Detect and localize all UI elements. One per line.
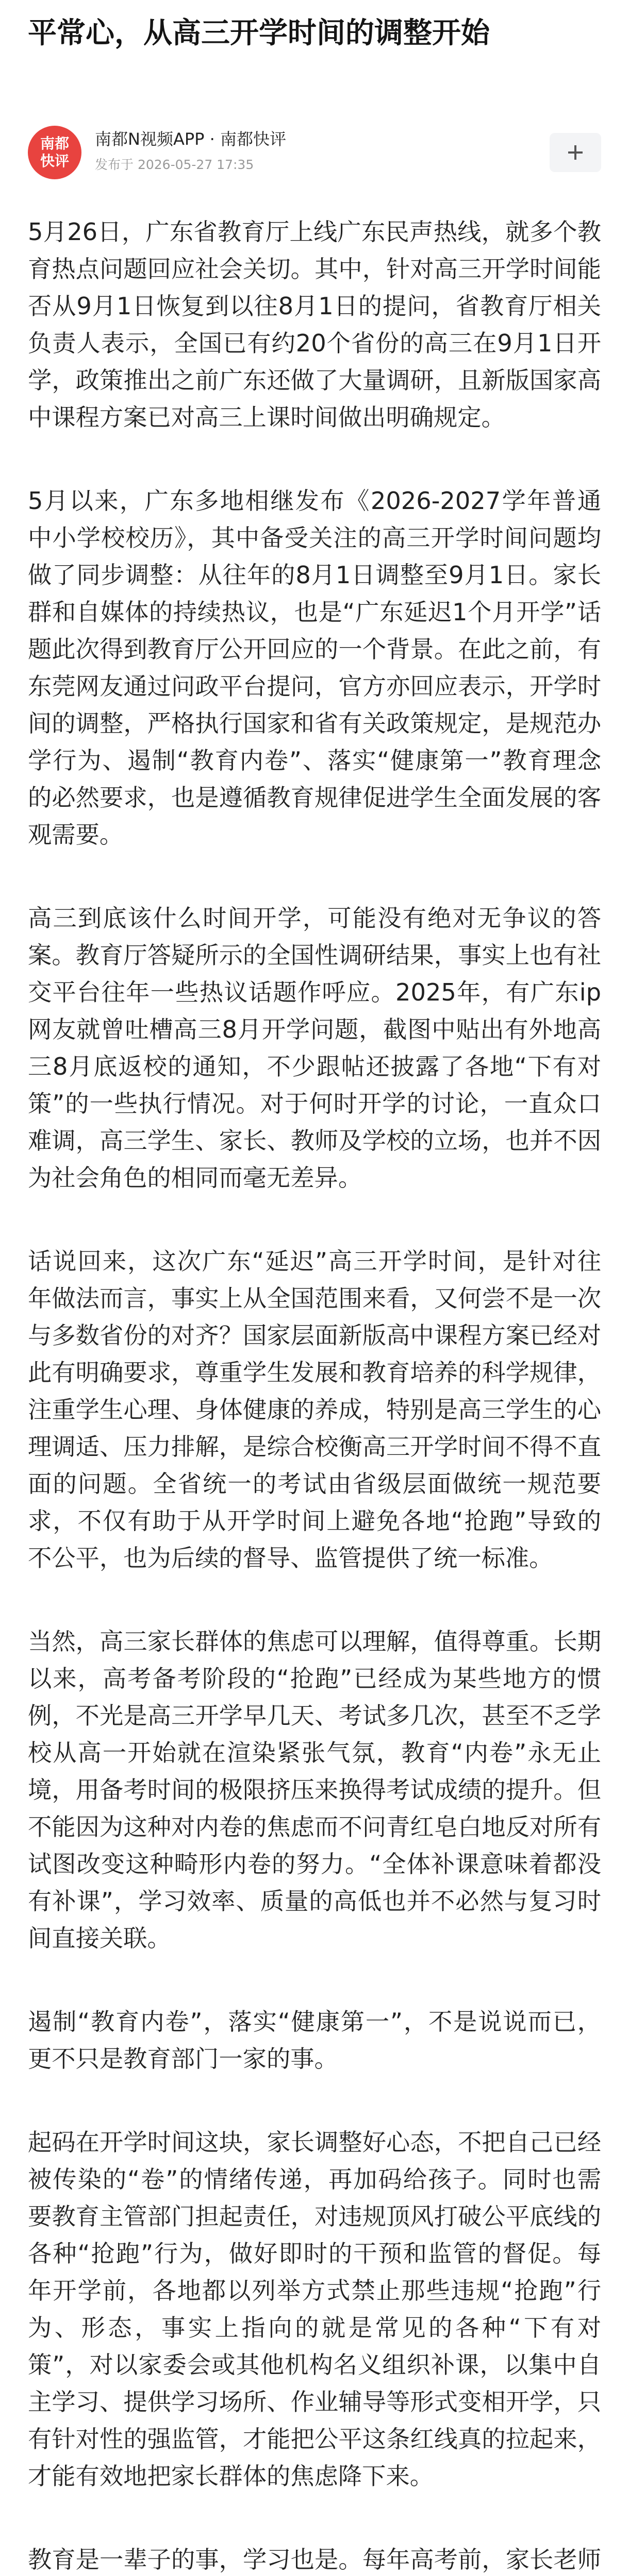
paragraph: 5月以来，广东多地相继发布《2026-2027学年普通中小学校校历》，其中备受关注的高三开学时间问题均做了同步调整：从往年的8月1日调整至9月1日。家长群和自媒体的持续热议，也是“广东延迟1个月开学”话题此次得到教育厅公开回应的一个背景。在此之前，有东莞网友通过问政平台提问，官方亦回应表示，开学时间的调整，严格执行国家和省有关政策规定，是规范办学行为、遏制“教育内卷”、落实“健康第一”教育理念的必然要求，也是遵循教育规律促进学生全面发展的客观需要。 (28, 487, 601, 849)
follow-button[interactable] (550, 133, 601, 172)
avatar[interactable] (28, 126, 81, 179)
article-title: 平常心，从高三开学时间的调整开始 (28, 16, 490, 50)
paragraph: 起码在开学时间这块，家长调整好心态，不把自己已经被传染的“卷”的情绪传递，再加码给孩子。同时也需要教育主管部门担起责任，对违规顶风打破公平底线的各种“抢跑”行为，做好即时的干预和监管的督促。每年开学前，各地都以列举方式禁止那些违规“抢跑”行为、形态，事实上指向的就是常见的各种“下有对策”，对以家委会或其他机构名义组织补课，以集中自主学习、提供学习场所、作业辅导等形式变相开学，只有针对性的强监管，才能把公平这条红线真的拉起来，才能有效地把家长群体的焦虑降下来。 (28, 2128, 601, 2490)
plus-icon (565, 142, 586, 163)
author-name[interactable]: 南都N视频APP · 南都快评 (95, 129, 286, 149)
paragraph: 教育是一辈子的事，学习也是。每年高考前，家长老师 (28, 2546, 601, 2573)
publish-date: 发布于 2026-05-27 17:35 (95, 157, 254, 172)
paragraph: 遏制“教育内卷”，落实“健康第一”，不是说说而已，更不只是教育部门一家的事。 (28, 2008, 601, 2073)
avatar-line-1: 南都 (40, 135, 69, 152)
article-body (28, 213, 601, 2576)
paragraph: 高三到底该什么时间开学，可能没有绝对无争议的答案。教育厅答疑所示的全国性调研结果，事实上也有社交平台往年一些热议话题作呼应。2025年，有广东ip网友就曾吐槽高三8月开学问题，截图中贴出有外地高三8月底返校的通知，不少跟帖还披露了各地“下有对策”的一些执行情况。对于何时开学的讨论，一直众口难调，高三学生、家长、教师及学校的立场，也并不因为社会角色的相同而毫无差异。 (28, 904, 601, 1192)
paragraph: 当然，高三家长群体的焦虑可以理解，值得尊重。长期以来，高考备考阶段的“抢跑”已经成为某些地方的惯例，不光是高三开学早几天、考试多几次，甚至不乏学校从高一开始就在渲染紧张气氛，教育“内卷”永无止境，用备考时间的极限挤压来换得考试成绩的提升。但不能因为这种对内卷的焦虑而不问青红皂白地反对所有试图改变这种畸形内卷的努力。“全体补课意味着都没有补课”，学习效率、质量的高低也并不必然与复习时间直接关联。 (28, 1628, 601, 1952)
paragraph: 话说回来，这次广东“延迟”高三开学时间，是针对往年做法而言，事实上从全国范围来看，又何尝不是一次与多数省份的对齐？国家层面新版高中课程方案已经对此有明确要求，尊重学生发展和教育培养的科学规律，注重学生心理、身体健康的养成，特别是高三学生的心理调适、压力排解，是综合校衡高三开学时间不得不直面的问题。全省统一的考试由省级层面做统一规范要求，不仅有助于从开学时间上避免各地“抢跑”导致的不公平，也为后续的督导、监管提供了统一标准。 (28, 1247, 601, 1572)
avatar-line-2: 快评 (40, 152, 69, 170)
paragraph: 5月26日，广东省教育厅上线广东民声热线，就多个教育热点问题回应社会关切。其中，针对高三开学时间能否从9月1日恢复到以往8月1日的提问，省教育厅相关负责人表示，全国已有约20个省份的高三在9月1日开学，政策推出之前广东还做了大量调研，且新版国家高中课程方案已对高三上课时间做出明确规定。 (28, 218, 601, 431)
author-row (28, 124, 601, 181)
